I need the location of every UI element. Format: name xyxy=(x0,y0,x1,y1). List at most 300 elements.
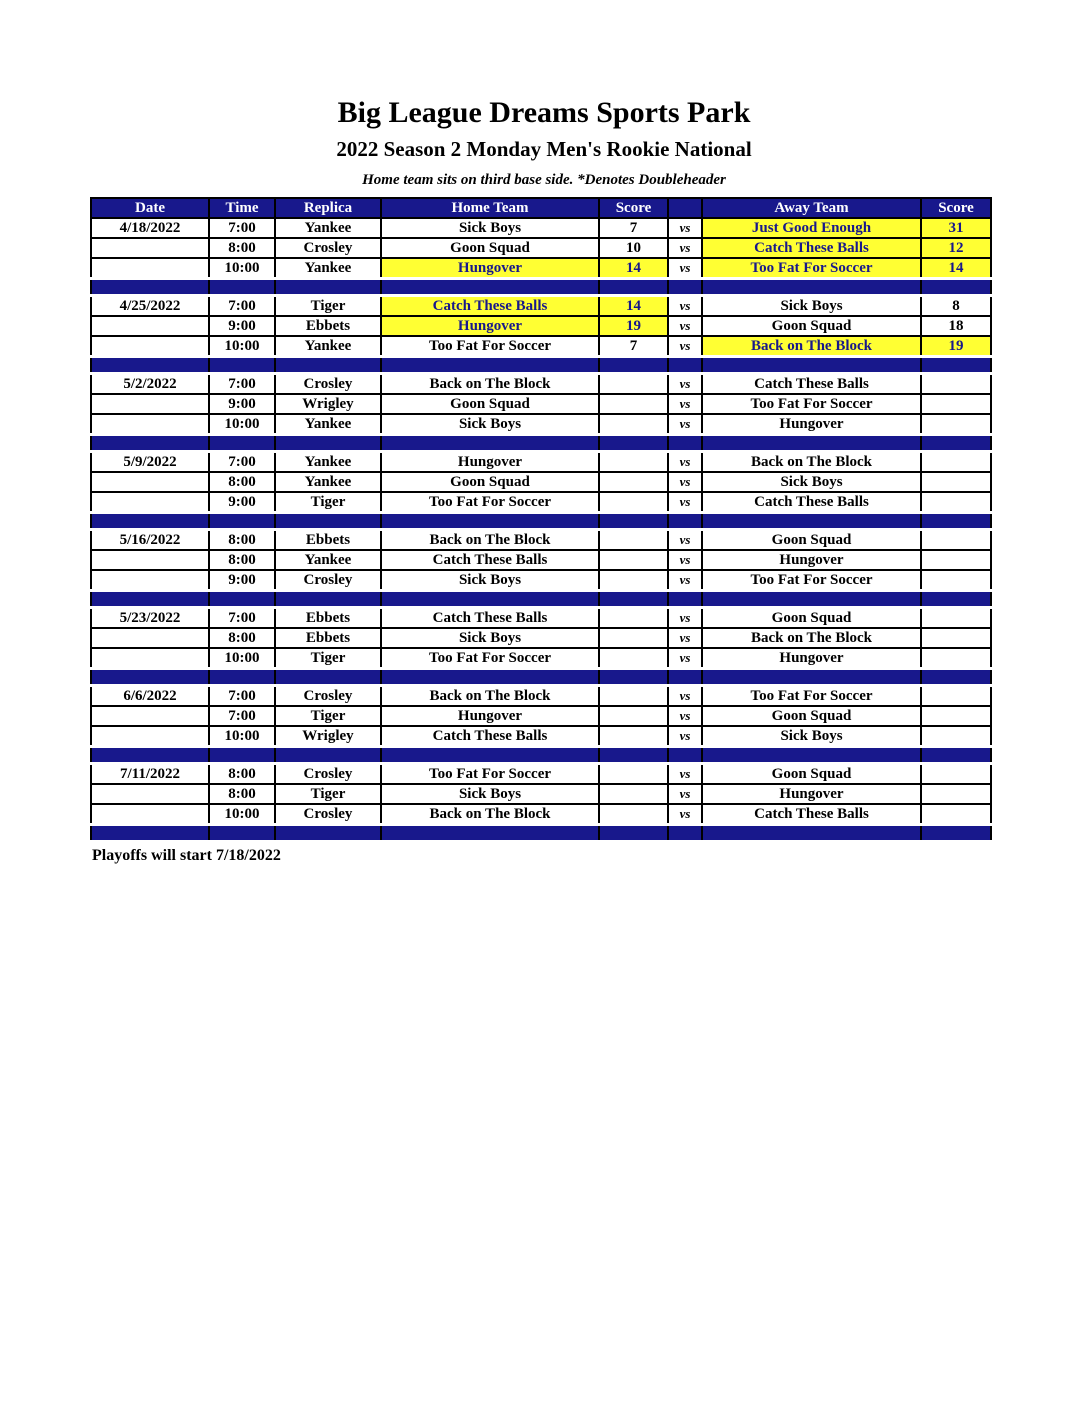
time-cell: 10:00 xyxy=(209,336,275,357)
separator-cell xyxy=(91,747,209,764)
separator-cell xyxy=(668,435,702,452)
time-cell: 9:00 xyxy=(209,316,275,336)
page-subtitle: 2022 Season 2 Monday Men's Rookie National xyxy=(336,137,752,161)
date-cell xyxy=(91,648,209,669)
date-cell: 5/16/2022 xyxy=(91,530,209,551)
game-row xyxy=(91,764,991,785)
time-cell: 8:00 xyxy=(209,764,275,785)
date-cell xyxy=(91,472,209,492)
home-score-cell: 14 xyxy=(599,296,668,317)
separator-cell xyxy=(921,747,991,764)
home-team-cell: Goon Squad xyxy=(381,394,599,414)
replica-cell: Yankee xyxy=(275,452,381,473)
away-score-cell: 14 xyxy=(921,258,991,279)
away-team-cell: Too Fat For Soccer xyxy=(702,258,921,279)
separator-cell xyxy=(209,435,275,452)
date-cell xyxy=(91,628,209,648)
column-header-time: Time xyxy=(209,198,275,218)
vs-label: vs xyxy=(668,238,702,258)
separator-cell xyxy=(275,825,381,842)
vs-label: vs xyxy=(668,706,702,726)
separator-row xyxy=(91,669,991,686)
replica-cell: Yankee xyxy=(275,550,381,570)
home-score-cell: 7 xyxy=(599,336,668,357)
game-row xyxy=(91,238,991,258)
away-team-cell: Just Good Enough xyxy=(702,218,921,238)
vs-label: vs xyxy=(668,628,702,648)
date-cell xyxy=(91,316,209,336)
home-team-cell: Sick Boys xyxy=(381,570,599,591)
home-team-cell: Hungover xyxy=(381,452,599,473)
vs-label: vs xyxy=(668,414,702,435)
separator-cell xyxy=(921,279,991,296)
separator-row xyxy=(91,435,991,452)
separator-cell xyxy=(599,825,668,842)
playoffs-note: Playoffs will start 7/18/2022 xyxy=(92,847,281,864)
away-team-cell: Back on The Block xyxy=(702,452,921,473)
column-header-away-score: Score xyxy=(921,198,991,218)
separator-cell xyxy=(209,513,275,530)
home-team-cell: Sick Boys xyxy=(381,218,599,238)
away-team-cell: Too Fat For Soccer xyxy=(702,394,921,414)
separator-cell xyxy=(275,669,381,686)
separator-cell xyxy=(702,747,921,764)
home-score-cell xyxy=(599,492,668,513)
home-team-cell: Catch These Balls xyxy=(381,608,599,629)
away-score-cell xyxy=(921,492,991,513)
game-row xyxy=(91,374,991,395)
vs-label: vs xyxy=(668,804,702,825)
separator-cell xyxy=(702,513,921,530)
separator-cell xyxy=(91,357,209,374)
game-row xyxy=(91,686,991,707)
separator-cell xyxy=(381,357,599,374)
separator-row xyxy=(91,357,991,374)
replica-cell: Yankee xyxy=(275,258,381,279)
home-score-cell xyxy=(599,394,668,414)
separator-cell xyxy=(91,825,209,842)
separator-cell xyxy=(381,747,599,764)
away-team-cell: Goon Squad xyxy=(702,316,921,336)
home-score-cell xyxy=(599,530,668,551)
home-score-cell xyxy=(599,414,668,435)
separator-cell xyxy=(91,669,209,686)
time-cell: 7:00 xyxy=(209,608,275,629)
separator-cell xyxy=(921,357,991,374)
vs-label: vs xyxy=(668,492,702,513)
away-team-cell: Sick Boys xyxy=(702,472,921,492)
time-cell: 8:00 xyxy=(209,628,275,648)
separator-cell xyxy=(702,279,921,296)
separator-cell xyxy=(668,669,702,686)
time-cell: 9:00 xyxy=(209,492,275,513)
separator-cell xyxy=(209,279,275,296)
away-team-cell: Back on The Block xyxy=(702,336,921,357)
home-score-cell xyxy=(599,686,668,707)
separator-cell xyxy=(91,435,209,452)
time-cell: 7:00 xyxy=(209,374,275,395)
away-team-cell: Goon Squad xyxy=(702,608,921,629)
separator-cell xyxy=(702,591,921,608)
away-score-cell: 19 xyxy=(921,336,991,357)
separator-cell xyxy=(209,825,275,842)
separator-cell xyxy=(209,669,275,686)
table-header-row xyxy=(91,198,991,218)
vs-label: vs xyxy=(668,316,702,336)
separator-cell xyxy=(702,825,921,842)
home-team-cell: Sick Boys xyxy=(381,784,599,804)
away-score-cell xyxy=(921,608,991,629)
separator-cell xyxy=(668,513,702,530)
away-team-cell: Goon Squad xyxy=(702,764,921,785)
column-header-replica: Replica xyxy=(275,198,381,218)
away-score-cell xyxy=(921,784,991,804)
date-cell xyxy=(91,726,209,747)
home-score-cell xyxy=(599,374,668,395)
home-team-cell: Back on The Block xyxy=(381,804,599,825)
vs-label: vs xyxy=(668,570,702,591)
date-cell xyxy=(91,336,209,357)
replica-cell: Crosley xyxy=(275,764,381,785)
vs-label: vs xyxy=(668,296,702,317)
away-team-cell: Hungover xyxy=(702,550,921,570)
away-team-cell: Too Fat For Soccer xyxy=(702,686,921,707)
date-cell xyxy=(91,550,209,570)
home-team-cell: Too Fat For Soccer xyxy=(381,764,599,785)
vs-label: vs xyxy=(668,218,702,238)
time-cell: 7:00 xyxy=(209,686,275,707)
home-score-cell xyxy=(599,706,668,726)
time-cell: 10:00 xyxy=(209,258,275,279)
time-cell: 8:00 xyxy=(209,550,275,570)
game-row xyxy=(91,452,991,473)
game-row xyxy=(91,472,991,492)
away-team-cell: Catch These Balls xyxy=(702,374,921,395)
home-score-cell xyxy=(599,628,668,648)
home-score-cell xyxy=(599,804,668,825)
date-cell: 7/11/2022 xyxy=(91,764,209,785)
replica-cell: Crosley xyxy=(275,570,381,591)
column-header-away-team: Away Team xyxy=(702,198,921,218)
away-team-cell: Catch These Balls xyxy=(702,804,921,825)
date-cell xyxy=(91,784,209,804)
replica-cell: Crosley xyxy=(275,374,381,395)
column-header-date: Date xyxy=(91,198,209,218)
separator-cell xyxy=(921,591,991,608)
separator-cell xyxy=(921,825,991,842)
away-score-cell: 31 xyxy=(921,218,991,238)
separator-cell xyxy=(209,591,275,608)
away-score-cell xyxy=(921,628,991,648)
away-score-cell xyxy=(921,394,991,414)
away-score-cell xyxy=(921,414,991,435)
away-team-cell: Sick Boys xyxy=(702,726,921,747)
home-team-cell: Sick Boys xyxy=(381,414,599,435)
time-cell: 10:00 xyxy=(209,414,275,435)
vs-label: vs xyxy=(668,608,702,629)
time-cell: 10:00 xyxy=(209,648,275,669)
time-cell: 7:00 xyxy=(209,706,275,726)
date-cell: 5/9/2022 xyxy=(91,452,209,473)
home-score-cell xyxy=(599,608,668,629)
game-row xyxy=(91,726,991,747)
away-score-cell xyxy=(921,570,991,591)
home-score-cell: 14 xyxy=(599,258,668,279)
game-row xyxy=(91,706,991,726)
separator-cell xyxy=(599,435,668,452)
home-score-cell: 10 xyxy=(599,238,668,258)
home-score-cell xyxy=(599,550,668,570)
away-score-cell xyxy=(921,550,991,570)
replica-cell: Ebbets xyxy=(275,608,381,629)
replica-cell: Wrigley xyxy=(275,726,381,747)
away-team-cell: Goon Squad xyxy=(702,706,921,726)
game-row xyxy=(91,296,991,317)
separator-cell xyxy=(668,825,702,842)
date-cell xyxy=(91,394,209,414)
vs-label: vs xyxy=(668,394,702,414)
away-team-cell: Back on The Block xyxy=(702,628,921,648)
replica-cell: Tiger xyxy=(275,784,381,804)
vs-label: vs xyxy=(668,472,702,492)
separator-cell xyxy=(381,669,599,686)
separator-cell xyxy=(702,435,921,452)
vs-label: vs xyxy=(668,530,702,551)
replica-cell: Wrigley xyxy=(275,394,381,414)
separator-cell xyxy=(921,669,991,686)
separator-cell xyxy=(381,513,599,530)
replica-cell: Tiger xyxy=(275,648,381,669)
replica-cell: Tiger xyxy=(275,706,381,726)
home-score-cell xyxy=(599,472,668,492)
separator-cell xyxy=(91,513,209,530)
home-team-cell: Goon Squad xyxy=(381,472,599,492)
vs-label: vs xyxy=(668,764,702,785)
home-score-cell xyxy=(599,452,668,473)
away-score-cell xyxy=(921,472,991,492)
home-team-cell: Back on The Block xyxy=(381,686,599,707)
time-cell: 8:00 xyxy=(209,238,275,258)
home-score-cell xyxy=(599,648,668,669)
home-score-cell xyxy=(599,764,668,785)
separator-cell xyxy=(599,513,668,530)
vs-label: vs xyxy=(668,784,702,804)
vs-label: vs xyxy=(668,726,702,747)
separator-cell xyxy=(921,435,991,452)
separator-cell xyxy=(275,747,381,764)
home-score-cell: 19 xyxy=(599,316,668,336)
away-score-cell: 8 xyxy=(921,296,991,317)
separator-cell xyxy=(275,357,381,374)
home-team-cell: Back on The Block xyxy=(381,374,599,395)
time-cell: 8:00 xyxy=(209,530,275,551)
home-score-cell: 7 xyxy=(599,218,668,238)
separator-cell xyxy=(702,669,921,686)
game-row xyxy=(91,218,991,238)
home-team-cell: Too Fat For Soccer xyxy=(381,648,599,669)
game-row xyxy=(91,570,991,591)
date-cell: 4/25/2022 xyxy=(91,296,209,317)
replica-cell: Tiger xyxy=(275,492,381,513)
separator-cell xyxy=(668,279,702,296)
replica-cell: Ebbets xyxy=(275,530,381,551)
date-cell xyxy=(91,570,209,591)
time-cell: 7:00 xyxy=(209,296,275,317)
separator-cell xyxy=(91,279,209,296)
date-cell xyxy=(91,804,209,825)
separator-cell xyxy=(668,357,702,374)
away-team-cell: Catch These Balls xyxy=(702,238,921,258)
separator-row xyxy=(91,747,991,764)
separator-cell xyxy=(381,435,599,452)
separator-cell xyxy=(209,357,275,374)
separator-cell xyxy=(381,591,599,608)
separator-cell xyxy=(381,825,599,842)
time-cell: 8:00 xyxy=(209,472,275,492)
home-team-cell: Too Fat For Soccer xyxy=(381,336,599,357)
separator-row xyxy=(91,513,991,530)
date-cell xyxy=(91,706,209,726)
game-row xyxy=(91,492,991,513)
away-score-cell: 18 xyxy=(921,316,991,336)
home-team-cell: Hungover xyxy=(381,316,599,336)
separator-cell xyxy=(921,513,991,530)
separator-row xyxy=(91,279,991,296)
separator-cell xyxy=(599,279,668,296)
time-cell: 10:00 xyxy=(209,804,275,825)
away-team-cell: Sick Boys xyxy=(702,296,921,317)
game-row xyxy=(91,804,991,825)
date-cell: 4/18/2022 xyxy=(91,218,209,238)
game-row xyxy=(91,608,991,629)
date-cell xyxy=(91,492,209,513)
home-team-cell: Too Fat For Soccer xyxy=(381,492,599,513)
home-team-cell: Catch These Balls xyxy=(381,296,599,317)
home-team-cell: Catch These Balls xyxy=(381,550,599,570)
home-score-cell xyxy=(599,726,668,747)
home-score-cell xyxy=(599,570,668,591)
separator-cell xyxy=(209,747,275,764)
column-header-home-score: Score xyxy=(599,198,668,218)
game-row xyxy=(91,628,991,648)
away-score-cell xyxy=(921,686,991,707)
separator-cell xyxy=(702,357,921,374)
schedule-table xyxy=(90,197,992,843)
game-row xyxy=(91,336,991,357)
vs-label: vs xyxy=(668,258,702,279)
date-cell: 6/6/2022 xyxy=(91,686,209,707)
vs-label: vs xyxy=(668,648,702,669)
vs-label: vs xyxy=(668,336,702,357)
vs-label: vs xyxy=(668,550,702,570)
replica-cell: Crosley xyxy=(275,238,381,258)
separator-cell xyxy=(275,435,381,452)
separator-cell xyxy=(668,591,702,608)
away-score-cell xyxy=(921,452,991,473)
page-title: Big League Dreams Sports Park xyxy=(337,96,751,129)
separator-cell xyxy=(275,591,381,608)
away-team-cell: Hungover xyxy=(702,414,921,435)
away-score-cell: 12 xyxy=(921,238,991,258)
separator-cell xyxy=(381,279,599,296)
replica-cell: Yankee xyxy=(275,336,381,357)
game-row xyxy=(91,550,991,570)
column-header-home-team: Home Team xyxy=(381,198,599,218)
replica-cell: Tiger xyxy=(275,296,381,317)
separator-cell xyxy=(275,513,381,530)
home-team-cell: Catch These Balls xyxy=(381,726,599,747)
away-score-cell xyxy=(921,764,991,785)
separator-cell xyxy=(599,669,668,686)
replica-cell: Crosley xyxy=(275,686,381,707)
game-row xyxy=(91,258,991,279)
date-cell: 5/2/2022 xyxy=(91,374,209,395)
vs-label: vs xyxy=(668,374,702,395)
separator-cell xyxy=(599,591,668,608)
separator-cell xyxy=(668,747,702,764)
home-team-cell: Goon Squad xyxy=(381,238,599,258)
home-team-cell: Back on The Block xyxy=(381,530,599,551)
away-team-cell: Catch These Balls xyxy=(702,492,921,513)
time-cell: 8:00 xyxy=(209,784,275,804)
game-row xyxy=(91,394,991,414)
game-row xyxy=(91,414,991,435)
replica-cell: Yankee xyxy=(275,472,381,492)
time-cell: 7:00 xyxy=(209,218,275,238)
away-team-cell: Too Fat For Soccer xyxy=(702,570,921,591)
vs-label: vs xyxy=(668,452,702,473)
home-team-cell: Hungover xyxy=(381,706,599,726)
date-cell xyxy=(91,238,209,258)
date-cell xyxy=(91,414,209,435)
replica-cell: Ebbets xyxy=(275,316,381,336)
separator-cell xyxy=(599,357,668,374)
away-score-cell xyxy=(921,530,991,551)
away-team-cell: Hungover xyxy=(702,784,921,804)
game-row xyxy=(91,530,991,551)
vs-label: vs xyxy=(668,686,702,707)
away-score-cell xyxy=(921,648,991,669)
away-score-cell xyxy=(921,374,991,395)
replica-cell: Crosley xyxy=(275,804,381,825)
home-team-note: Home team sits on third base side. *Denotes Doubleheader xyxy=(362,172,726,188)
date-cell: 5/23/2022 xyxy=(91,608,209,629)
time-cell: 10:00 xyxy=(209,726,275,747)
column-header-vs xyxy=(668,198,702,218)
replica-cell: Yankee xyxy=(275,218,381,238)
game-row xyxy=(91,648,991,669)
home-team-cell: Hungover xyxy=(381,258,599,279)
time-cell: 7:00 xyxy=(209,452,275,473)
away-score-cell xyxy=(921,804,991,825)
separator-row xyxy=(91,591,991,608)
away-score-cell xyxy=(921,706,991,726)
time-cell: 9:00 xyxy=(209,570,275,591)
date-cell xyxy=(91,258,209,279)
away-score-cell xyxy=(921,726,991,747)
game-row xyxy=(91,784,991,804)
home-score-cell xyxy=(599,784,668,804)
time-cell: 9:00 xyxy=(209,394,275,414)
separator-row xyxy=(91,825,991,842)
replica-cell: Ebbets xyxy=(275,628,381,648)
away-team-cell: Hungover xyxy=(702,648,921,669)
replica-cell: Yankee xyxy=(275,414,381,435)
game-row xyxy=(91,316,991,336)
separator-cell xyxy=(91,591,209,608)
home-team-cell: Sick Boys xyxy=(381,628,599,648)
away-team-cell: Goon Squad xyxy=(702,530,921,551)
